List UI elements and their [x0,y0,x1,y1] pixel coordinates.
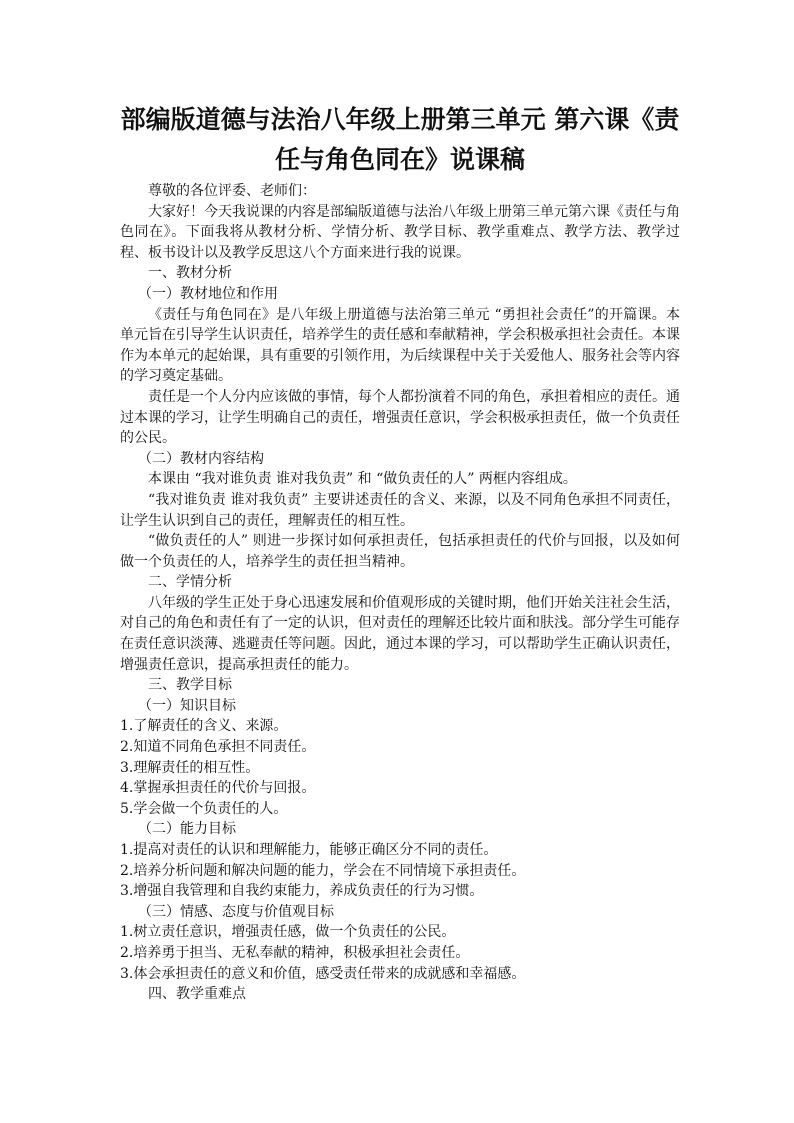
paragraph: 责任是一个人分内应该做的事情，每个人都扮演着不同的角色，承担着相应的责任。通过本课的学习，让学生明确自己的责任，增强责任意识，学会积极承担责任，做一个负责任的公民。 [120,388,680,447]
title-line-1: 部编版道德与法治八年级上册第三单元 第六课《责 [120,105,680,134]
subheading-knowledge-goals: （一）知识目标 [138,697,236,714]
subheading-status-role: （一）教材地位和作用 [138,285,278,302]
list-item: 5.学会做一个负责任的人。 [120,800,288,817]
intro-paragraph: 大家好！今天我说课的内容是部编版道德与法治八年级上册第三单元第六课《责任与角色同在》。下面我将从教材分析、学情分析、教学目标、教学重难点、教学方法、教学过程、板书设计以及教学反思这八个方面来进行我的说课。 [120,203,680,261]
document-title [120,100,680,180]
list-item: 1.提高对责任的认识和理解能力，能够正确区分不同的责任。 [120,842,498,858]
section-heading-teaching-goals: 三、教学目标 [148,677,232,694]
subheading-content-structure: （二）教材内容结构 [138,450,264,467]
paragraph: 八年级的学生正处于身心迅速发展和价值观形成的关键时期，他们开始关注社会生活，对自己的角色和责任有了一定的认识，但对责任的理解还比较片面和肤浅。部分学生可能存在责任意识淡薄、逃避责任等问题。因此，通过本课的学习，可以帮助学生正确认识责任，增强责任意识，提高承担责任的能力。 [120,594,680,673]
title-line-2: 任与角色同在》说课稿 [274,145,525,174]
document-page [120,100,680,1005]
list-item: 3.体会承担责任的意义和价值，感受责任带来的成就感和幸福感。 [120,965,526,982]
list-item: 1.了解责任的含义、来源。 [120,718,288,735]
section-heading-key-points: 四、教学重难点 [148,986,246,1003]
subheading-values-goals: （三）情感、态度与价值观目标 [138,903,334,920]
subheading-ability-goals: （二）能力目标 [138,821,236,838]
paragraph: 《责任与角色同在》是八年级上册道德与法治第三单元 “勇担社会责任”的开篇课。本单元旨在引导学生认识责任，培养学生的责任感和奉献精神，学会积极承担社会责任。本课作为本单元的起始课，具有重要的引领作用，为后续课程中关于关爱他人、服务社会等内容的学习奠定基础。 [120,306,680,385]
section-heading-student-analysis: 二、学情分析 [148,574,232,591]
document-body [120,181,680,1005]
list-item: 2.知道不同角色承担不同责任。 [120,739,316,756]
list-item: 2.培养勇于担当、无私奉献的精神，积极承担社会责任。 [120,944,470,961]
paragraph: 本课由 “我对谁负责 谁对我负责” 和 “做负责任的人” 两框内容组成。 [148,471,577,488]
paragraph: “做负责任的人” 则进一步探讨如何承担责任，包括承担责任的代价与回报，以及如何做一个负责任的人，培养学生的责任担当精神。 [120,533,680,570]
list-item: 3.理解责任的相互性。 [120,759,260,776]
list-item: 1.树立责任意识，增强责任感，做一个负责任的公民。 [120,924,456,941]
section-heading-textbook-analysis: 一、教材分析 [148,265,232,282]
greeting: 尊敬的各位评委、老师们： [148,183,316,199]
list-item: 4.掌握承担责任的代价与回报。 [120,780,316,797]
paragraph: “我对谁负责 谁对我负责” 主要讲述责任的含义、来源，以及不同角色承担不同责任，让学生认识到自己的责任，理解责任的相互性。 [120,491,680,529]
list-item: 2.培养分析问题和解决问题的能力，学会在不同情境下承担责任。 [120,862,526,879]
list-item: 3.增强自我管理和自我约束能力，养成负责任的行为习惯。 [120,883,484,900]
